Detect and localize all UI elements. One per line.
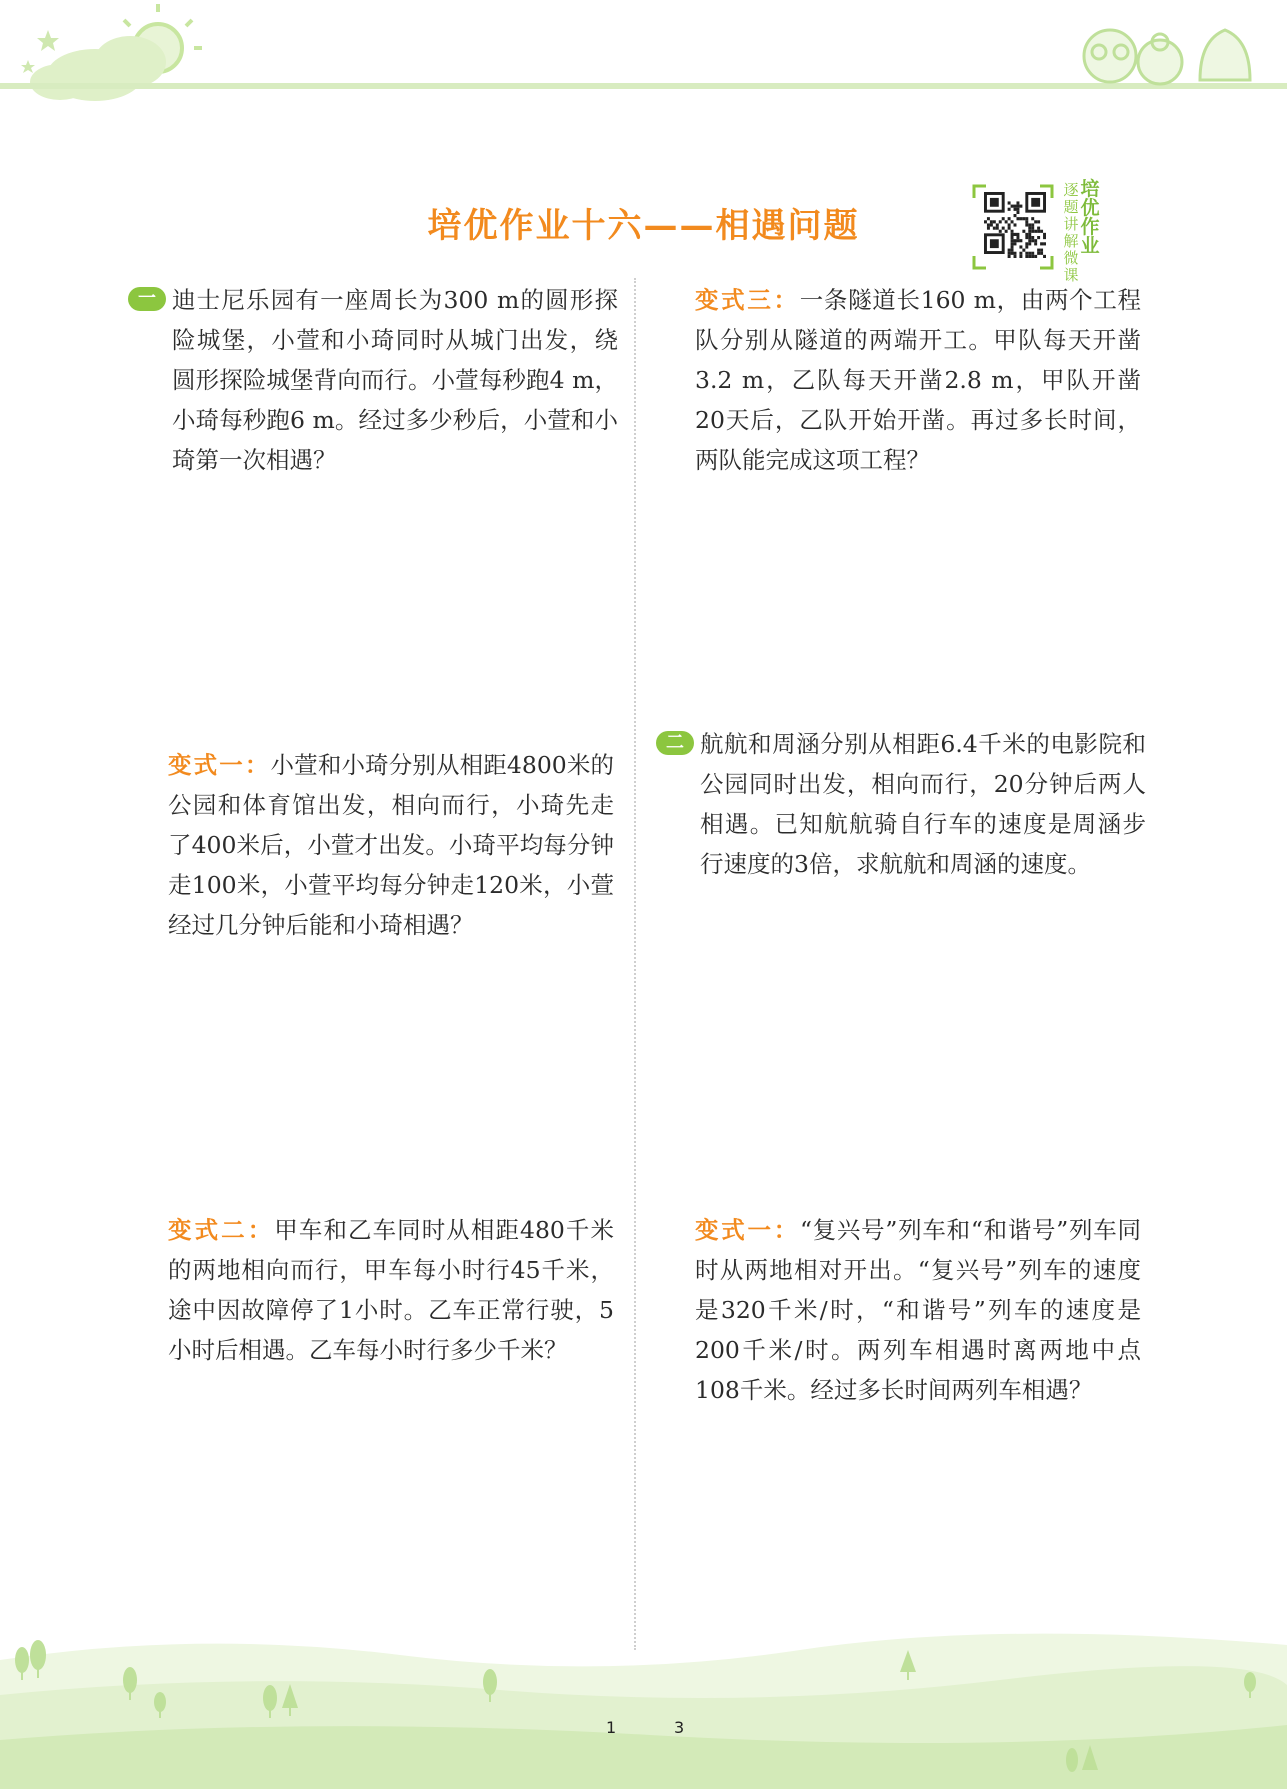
section-badge-2: 二 [656,731,694,755]
problem-text: 迪士尼乐园有一座周长为300 m的圆形探险城堡，小萱和小琦同时从城门出发，绕圆形探险城堡背向而行。小萱每秒跑4 m，小琦每秒跑6 m。经过多少秒后，小萱和小琦第一次相遇？ [172,286,618,474]
problem-lead: 变式一： [168,751,271,779]
page-number-left: 1 [606,1718,617,1737]
problem-text: 甲车和乙车同时从相距480千米的两地相向而行，甲车每小时行45千米，途中因故障停了1小时。乙车正常行驶，5小时后相遇。乙车每小时行多少千米？ [168,1216,615,1364]
page-title: 培优作业十六——相遇问题 [427,206,860,246]
footer-landscape [0,1600,1287,1789]
problem-2-variant-1 [695,1210,1141,1410]
problem-variant-3 [695,280,1141,480]
column-divider [634,278,636,1650]
problem-text: 航航和周涵分别从相距6.4千米的电影院和公园同时出发，相向而行，20分钟后两人相遇。已知航航骑自行车的速度是周涵步行速度的3倍，求航航和周涵的速度。 [700,730,1146,878]
qr-caption-homework: 培优作业 [1080,178,1100,257]
problem-lead: 变式三： [695,286,800,314]
problem-1 [172,280,618,480]
problem-text: 一条隧道长160 m，由两个工程队分别从隧道的两端开工。甲队每天开凿3.2 m，乙队每天开凿2.8 m，甲队开凿20天后，乙队开始开凿。再过多长时间，两队能完成这项工程？ [695,286,1142,474]
problem-variant-1 [168,745,614,945]
animal-mascots-icon [1084,30,1250,84]
qr-caption-micro-lesson: 逐题讲解微课 [1063,181,1079,284]
header-decoration [0,0,1287,110]
problem-variant-2 [168,1210,614,1370]
problem-text: 小萱和小琦分别从相距4800米的公园和体育馆出发，相向而行，小琦先走了400米后，小萱才出发。小琦平均每分钟走100米，小萱平均每分钟走120米，小萱经过几分钟后能和小琦相遇？ [168,751,614,939]
problem-lead: 变式一： [695,1216,800,1244]
section-badge-1: 一 [128,287,166,311]
qr-code-block[interactable] [972,178,1104,284]
problem-text: “复兴号”列车和“和谐号”列车同时从两地相对开出。“复兴号”列车的速度是320千米/时，“和谐号”列车的速度是200千米/时。两列车相遇时离两地中点108千米。经过多长时间两列车相遇？ [695,1216,1141,1404]
problem-lead: 变式二： [168,1216,275,1244]
qr-code-icon[interactable] [984,192,1046,258]
page-number-right: 3 [674,1718,685,1737]
header-line [0,83,1287,89]
problem-2 [700,724,1146,884]
